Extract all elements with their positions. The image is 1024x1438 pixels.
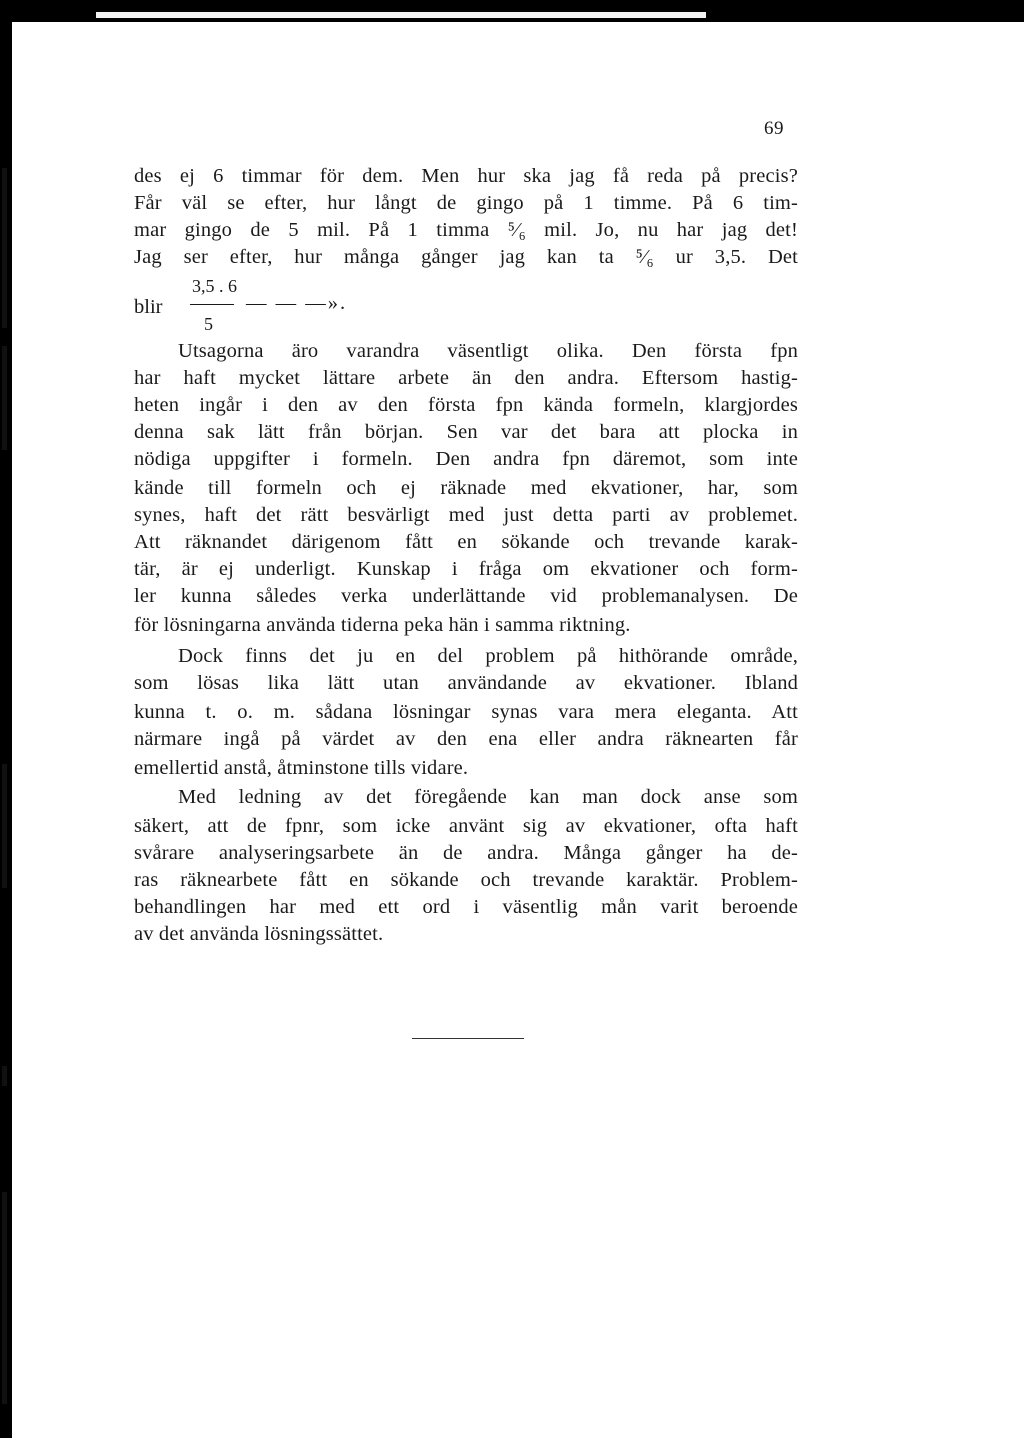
scan-margin-bar [2, 764, 7, 888]
paragraph-line: Utsagorna äro varandra väsentligt olika. Den första fpn [178, 340, 798, 362]
paragraph-line: Dock finns det ju en del problem på hithörande område, [178, 645, 798, 667]
scan-margin-bar [2, 346, 7, 450]
scan-margin-bar [2, 1192, 7, 1404]
paragraph-line: för lösningarna använda tiderna peka hän i samma riktning. [134, 614, 631, 636]
paragraph-line: emellertid anstå, åtminstone tills vidare. [134, 757, 469, 779]
formula-denominator: 5 [204, 314, 213, 334]
fraction-bar [190, 304, 234, 305]
text-line: mar gingo de 5 mil. På 1 timma ⁵⁄₆ mil. Jo, nu har jag det! [134, 219, 798, 241]
paragraph-line: synes, haft det rätt besvärligt med just detta parti av problemet. [134, 504, 798, 526]
text-line: des ej 6 timmar för dem. Men hur ska jag få reda på precis? [134, 165, 798, 187]
paragraph-line: säkert, att de fpnr, som icke använt sig av ekvationer, ofta haft [134, 815, 798, 837]
page-number: 69 [764, 118, 784, 139]
paragraph-line: behandlingen har med ett ord i väsentlig mån varit beroende [134, 896, 798, 918]
paragraph-line: svårare analyseringsarbete än de andra. Många gånger ha de- [134, 842, 798, 864]
paragraph-line: ras räknearbete fått en sökande och trevande karaktär. Problem- [134, 869, 798, 891]
paragraph-line: som lösas lika lätt utan användande av ekvationer. Ibland [134, 672, 798, 694]
paragraph-line: närmare ingå på värdet av den ena eller andra räknearten får [134, 728, 798, 750]
paragraph-line: av det använda lösningssättet. [134, 923, 384, 945]
scan-top-edge [96, 12, 706, 18]
scan-margin-bar [2, 1066, 7, 1086]
fraction-formula [134, 276, 434, 340]
text-line: Jag ser efter, hur många gånger jag kan ta ⁵⁄₆ ur 3,5. Det [134, 246, 798, 268]
paragraph-line: denna sak lätt från början. Sen var det bara att plocka in [134, 421, 798, 443]
paragraph-line: Att räknandet därigenom fått en sökande och trevande karak- [134, 531, 798, 553]
paragraph-line: har haft mycket lättare arbete än den andra. Eftersom hastig- [134, 367, 798, 389]
scan-margin-bar [2, 168, 7, 328]
paragraph-line: Med ledning av det föregående kan man dock anse som [178, 786, 798, 808]
paragraph-line: nödiga uppgifter i formeln. Den andra fpn däremot, som inte [134, 448, 798, 470]
paragraph-line: kunna t. o. m. sådana lösningar synas vara mera eleganta. Att [134, 701, 798, 723]
formula-dashes: — — —». [246, 292, 348, 314]
section-end-rule [412, 1038, 524, 1039]
formula-label: blir [134, 296, 163, 318]
paragraph-line: kände till formeln och ej räknade med ekvationer, har, som [134, 477, 798, 499]
text-line: Får väl se efter, hur långt de gingo på 1 timme. På 6 tim- [134, 192, 798, 214]
paragraph-line: ler kunna således verka underlättande vid problemanalysen. De [134, 585, 798, 607]
paragraph-line: tär, är ej underligt. Kunskap i fråga om ekvationer och form- [134, 558, 798, 580]
formula-numerator: 3,5 . 6 [192, 276, 237, 296]
paragraph-line: heten ingår i den av den första fpn kända formeln, klargjordes [134, 394, 798, 416]
